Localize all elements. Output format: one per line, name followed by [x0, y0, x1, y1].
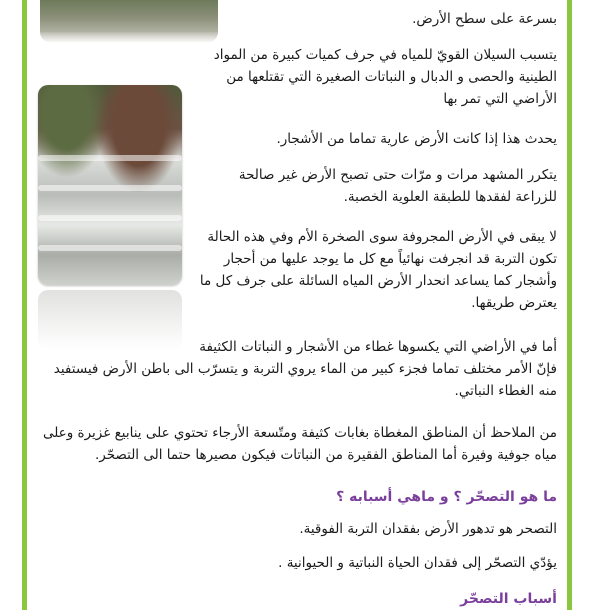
paragraph: يؤدّي التصحّر إلى فقدان الحياة النباتية و الحيوانية . — [278, 555, 557, 571]
paragraph: يتسبب السيلان القويّ للمياه في جرف كميات كبيرة من المواد الطينية والحصى و الدبال و النباتات الصغيرة التي تقتلعها من الأراضي التي تمر بها — [213, 47, 557, 107]
paragraph: فإنّ الأمر مختلف تماما فجزء كبير من الماء يروي التربة و يتسرّب الى باطن الأرض فيستفيد منه الغطاء النباتي. — [53, 361, 557, 399]
paragraph: من الملاحظ أن المناطق المغطاة بغابات كثيفة ومتّسعة الأرجاء تحتوي على ينابيع غزيرة وعلى مياه جوفية وفيرة أما المناطق الفقيرة من النباتات فيكون مصيرها حتما الى التصحّر. — [42, 425, 557, 463]
water-streak — [38, 245, 182, 251]
section-heading: أسباب التصحّر — [460, 591, 557, 607]
paragraph: يحدث هذا إذا كانت الأرض عارية تماما من الأشجار. — [276, 131, 557, 147]
photo-reflection — [40, 32, 218, 42]
paragraph: يتكرر المشهد مرات و مرّات حتى تصبح الأرض غير صالحة للزراعة لفقدها للطبقة العلوية الخصبة. — [238, 167, 557, 205]
paragraph: التصحر هو تدهور الأرض بفقدان التربة الفوقية. — [299, 521, 557, 537]
paragraph: بسرعة على سطح الأرض. — [412, 11, 557, 27]
flood-water-photo — [38, 85, 182, 285]
palm-trees-photo — [40, 0, 218, 42]
water-streak — [38, 215, 182, 221]
water-streak — [38, 155, 182, 161]
water-streak — [38, 185, 182, 191]
paragraph: لا يبقى في الأرض المجروفة سوى الصخرة الأم وفي هذه الحالة تكون التربة قد انجرفت نهائياً مع كل ما يوجد عليها من أحجار وأشجار كما يساعد انحدار الأرض المياه السائلة على جرف كل ما يعترض طريقها. — [199, 229, 557, 311]
section-heading: ما هو التصحّر ؟ و ماهي أسبابه ؟ — [336, 489, 557, 505]
paragraph: أما في الأراضي التي يكسوها غطاء من الأشجار و النباتات الكثيفة — [199, 339, 557, 355]
